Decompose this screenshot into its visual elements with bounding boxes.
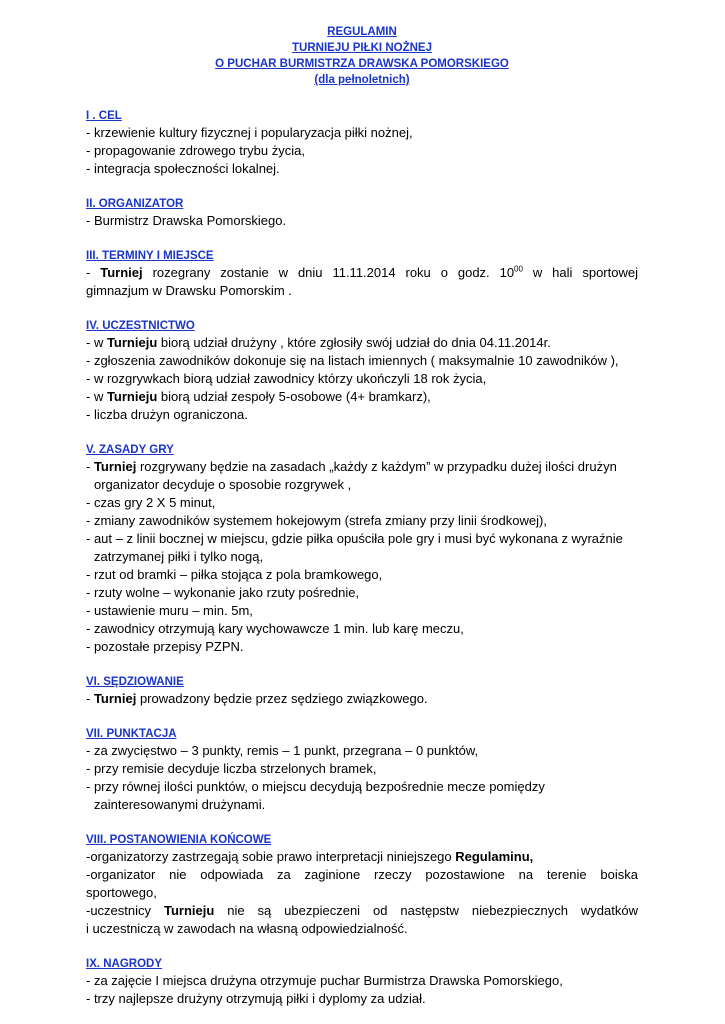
section-terminy: [86, 248, 638, 300]
text-line: - przy równej ilości punktów, o miejscu decydują bezpośrednie mecze pomiędzy: [86, 779, 545, 794]
section-heading: VII. PUNKTACJA: [86, 728, 177, 740]
section-zasady-gry: [86, 442, 638, 656]
text-line: - rzut od bramki – piłka stojąca z pola bramkowego,: [86, 567, 383, 582]
text-line: [86, 458, 638, 476]
text-line: sportowego,: [86, 885, 157, 900]
text-line: organizator decyduje o sposobie rozgrywek ,: [94, 477, 352, 492]
text-part: -: [86, 691, 94, 706]
bold-text: Turnieju: [106, 335, 158, 350]
bold-text: Turniej: [93, 459, 137, 474]
section-sedziowanie: [86, 674, 638, 708]
text-line: - krzewienie kultury fizycznej i popularyzacja piłki nożnej,: [86, 125, 413, 140]
text-line: - zawodnicy otrzymują kary wychowawcze 1 min. lub karę meczu,: [86, 621, 464, 636]
bold-text: Turnieju: [163, 903, 215, 918]
section-nagrody: [86, 956, 638, 1008]
text-part: rozgrywany będzie na zasadach „każdy z każdym” w przypadku dużej ilości drużyn: [136, 459, 617, 474]
text-line: - rzuty wolne – wykonanie jako rzuty pośrednie,: [86, 585, 360, 600]
text-part: biorą udział drużyny , które zgłosiły swój udział do dnia 04.11.2014r.: [157, 335, 551, 350]
document-page: [86, 24, 638, 1008]
text-line: [86, 848, 638, 866]
text-line: - liczba drużyn ograniczona.: [86, 407, 248, 422]
text-part: - w: [86, 389, 107, 404]
text-line: [86, 902, 638, 920]
text-part: -uczestnicy: [86, 903, 164, 918]
bold-text: Turniej: [100, 265, 143, 280]
bold-text: Turniej: [93, 691, 137, 706]
title-line: REGULAMIN: [327, 26, 397, 38]
text-part: -: [86, 265, 101, 280]
text-line: -organizator nie odpowiada za zaginione rzeczy pozostawione na terenie boiska: [86, 867, 638, 882]
section-heading: II. ORGANIZATOR: [86, 198, 184, 210]
section-heading: VI. SĘDZIOWANIE: [86, 676, 184, 688]
text-line: zainteresowanymi drużynami.: [94, 797, 266, 812]
text-part: biorą udział zespoły 5-osobowe (4+ bramkarz),: [157, 389, 431, 404]
section-heading: VIII. POSTANOWIENIA KOŃCOWE: [86, 834, 272, 846]
text-line: i uczestniczą w zawodach na własną odpowiedzialność.: [86, 921, 408, 936]
text-line: - czas gry 2 X 5 minut,: [86, 495, 216, 510]
text-line: [86, 334, 638, 352]
text-line: - aut – z linii bocznej w miejscu, gdzie piłka opuściła pole gry i musi być wykonana z wyraźnie: [86, 531, 623, 546]
text-line: - za zwycięstwo – 3 punkty, remis – 1 punkt, przegrana – 0 punktów,: [86, 743, 479, 758]
title-line: O PUCHAR BURMISTRZA DRAWSKA POMORSKIEGO: [215, 58, 509, 70]
bold-text: Regulaminu,: [455, 849, 534, 864]
text-line: - Burmistrz Drawska Pomorskiego.: [86, 213, 287, 228]
text-line: - pozostałe przepisy PZPN.: [86, 639, 244, 654]
text-line: - za zajęcie I miejsca drużyna otrzymuje puchar Burmistrza Drawska Pomorskiego,: [86, 973, 563, 988]
text-line: - trzy najlepsze drużyny otrzymują piłki i dyplomy za udział.: [86, 991, 426, 1006]
title-line: TURNIEJU PIŁKI NOŻNEJ: [292, 42, 432, 54]
text-line: [86, 264, 638, 282]
text-line: zatrzymanej piłki i tylko nogą,: [94, 549, 264, 564]
document-title: [86, 24, 638, 88]
bold-text: Turnieju: [106, 389, 158, 404]
text-part: -organizatorzy zastrzegają sobie prawo interpretacji niniejszego: [86, 849, 456, 864]
section-heading: III. TERMINY I MIEJSCE: [86, 250, 214, 262]
section-postanowienia: [86, 832, 638, 938]
text-line: - zgłoszenia zawodników dokonuje się na listach imiennych ( maksymalnie 10 zawodników ),: [86, 353, 619, 368]
section-heading: IX. NAGRODY: [86, 958, 163, 970]
text-line: - propagowanie zdrowego trybu życia,: [86, 143, 305, 158]
text-line: - ustawienie muru – min. 5m,: [86, 603, 253, 618]
title-subtitle: (dla pełnoletnich): [314, 74, 410, 86]
text-part: nie są ubezpieczeni od następstw niebezpiecznych wydatków: [214, 903, 638, 918]
text-line: - integracja społeczności lokalnej.: [86, 161, 280, 176]
text-part: -: [86, 459, 94, 474]
text-line: [86, 388, 638, 406]
text-line: - przy remisie decyduje liczba strzelonych bramek,: [86, 761, 377, 776]
superscript: 00: [514, 264, 523, 274]
text-part: - w: [86, 335, 107, 350]
section-heading: V. ZASADY GRY: [86, 444, 174, 456]
text-line: [86, 690, 638, 708]
section-organizator: [86, 196, 638, 230]
section-punktacja: [86, 726, 638, 814]
section-cel: [86, 108, 638, 178]
text-part: w hali sportowej: [522, 265, 638, 280]
section-uczestnictwo: [86, 318, 638, 424]
section-heading: I . CEL: [86, 110, 122, 122]
section-heading: IV. UCZESTNICTWO: [86, 320, 195, 332]
text-line: - zmiany zawodników systemem hokejowym (strefa zmiany przy linii środkowej),: [86, 513, 547, 528]
text-part: rozegrany zostanie w dniu 11.11.2014 roku o godz. 10: [142, 265, 515, 280]
text-line: - w rozgrywkach biorą udział zawodnicy którzy ukończyli 18 rok życia,: [86, 371, 487, 386]
text-line: gimnazjum w Drawsku Pomorskim .: [86, 283, 292, 298]
text-part: prowadzony będzie przez sędziego związkowego.: [136, 691, 428, 706]
